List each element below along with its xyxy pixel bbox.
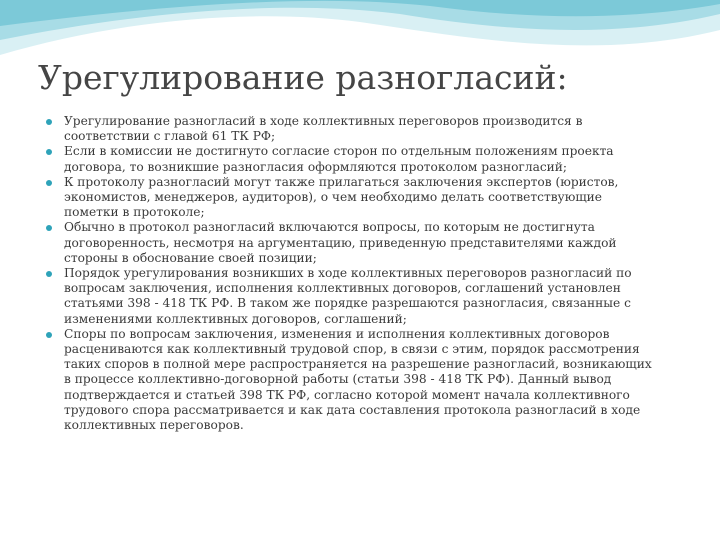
bullet-text: Если в комиссии не достигнуто согласие сторон по отдельным положениям проекта договора, то возникшие разногласия оформляются протоколом разногласий; [64, 144, 614, 174]
bullet-text: К протоколу разногласий могут также прилагаться заключения экспертов (юристов, экономистов, менеджеров, аудиторов), о чем необходимо делать соответствующие пометки в протоколе; [64, 174, 619, 220]
bullet-icon [46, 225, 52, 231]
bullet-text: Обычно в протокол разногласий включаются вопросы, по которым не достигнута договоренность, несмотря на аргументацию, приведенную представителями каждой стороны в обоснование своей позиции; [64, 220, 617, 265]
bullet-item [46, 175, 658, 221]
bullet-item [46, 266, 658, 327]
bullet-text: Урегулирование разногласий в ходе коллективных переговоров производится в соответствии с главой 61 ТК РФ; [64, 114, 583, 144]
bullet-item [46, 144, 658, 174]
bullet-icon [46, 119, 52, 125]
bullet-icon [46, 149, 52, 155]
bullet-text: Порядок урегулирования возникших в ходе коллективных переговоров разногласий по вопросам заключения, исполнения коллективных договоров, соглашений установлен статьями 398 - 418 ТК РФ. В таком же порядке разрешаются разногласия, связанные с изменениями коллективных договоров, соглашений; [64, 266, 632, 326]
bullet-text: Споры по вопросам заключения, изменения и исполнения коллективных договоров расцениваются как коллективный трудовой спор, в связи с этим, порядок рассмотрения таких споров в полной мере распространяется на разрешение разногласий, возникающих в процессе коллективно-договорной работы (статьи 398 - 418 ТК РФ). Данный вывод подтверждается и статьей 398 ТК РФ, согласно которой момент начала коллективного трудового спора рассматривается и как дата составления протокола разногласий в ходе коллективных переговоров. [64, 326, 652, 433]
bullet-icon [46, 180, 52, 186]
bullet-icon [46, 332, 52, 338]
bullet-list [46, 114, 658, 433]
bullet-icon [46, 271, 52, 277]
bullet-item [46, 114, 658, 144]
bullet-item [46, 220, 658, 266]
bullet-item [46, 327, 658, 433]
slide-title: Урегулирование разногласий: [38, 58, 568, 97]
